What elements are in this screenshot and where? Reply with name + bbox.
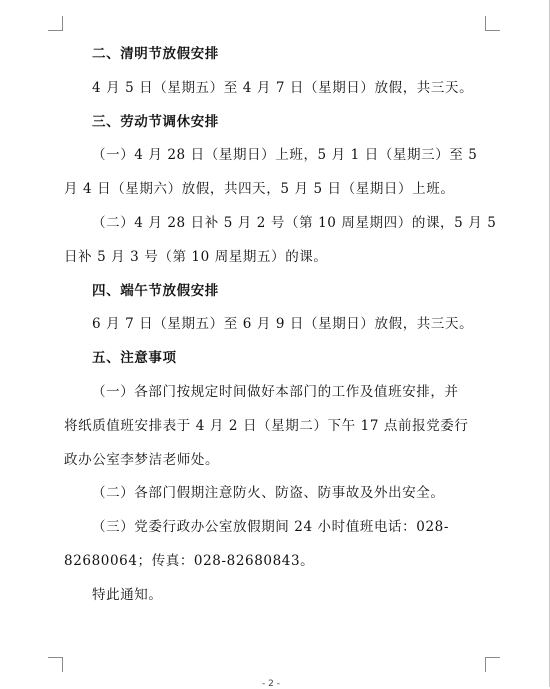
corner-mark-bottom-left: [48, 657, 63, 672]
section-heading-dragon-boat: 四、端午节放假安排: [92, 282, 219, 299]
corner-mark-bottom-right: [485, 657, 500, 672]
section-heading-labor-day: 三、劳动节调休安排: [92, 113, 219, 130]
paragraph-line: 将纸质值班安排表于 4 月 2 日（星期二）下午 17 点前报党委行: [64, 417, 469, 434]
corner-mark-top-right: [485, 16, 500, 31]
paragraph-line: 4 月 5 日（星期五）至 4 月 7 日（星期日）放假，共三天。: [92, 79, 474, 96]
paragraph-line: （一）各部门按规定时间做好本部门的工作及值班安排，并: [92, 383, 459, 400]
document-body: [64, 38, 497, 613]
paragraph-line: （三）党委行政办公室放假期间 24 小时值班电话：028-: [92, 519, 449, 536]
section-heading-qingming: 二、清明节放假安排: [92, 46, 219, 62]
corner-mark-top-left: [48, 16, 63, 31]
paragraph-line: 6 月 7 日（星期五）至 6 月 9 日（星期日）放假，共三天。: [92, 316, 474, 333]
paragraph-line: 82680064；传真：028-82680843。: [64, 552, 315, 569]
paragraph-line: 政办公室李梦洁老师处。: [64, 451, 220, 468]
paragraph-line: （二）各部门假期注意防火、防盗、防事故及外出安全。: [92, 485, 445, 502]
section-heading-notes: 五、注意事项: [92, 350, 177, 367]
paragraph-line: （二）4 月 28 日补 5 月 2 号（第 10 周星期四）的课，5 月 5: [92, 214, 497, 231]
paragraph-line: 月 4 日（星期六）放假，共四天，5 月 5 日（星期日）上班。: [64, 181, 455, 198]
page-number: - 2 -: [262, 679, 280, 689]
paragraph-line: 日补 5 月 3 号（第 10 周星期五）的课。: [64, 248, 328, 265]
closing-line: 特此通知。: [92, 586, 163, 603]
paragraph-line: （一）4 月 28 日（星期日）上班，5 月 1 日（星期三）至 5: [92, 147, 478, 164]
